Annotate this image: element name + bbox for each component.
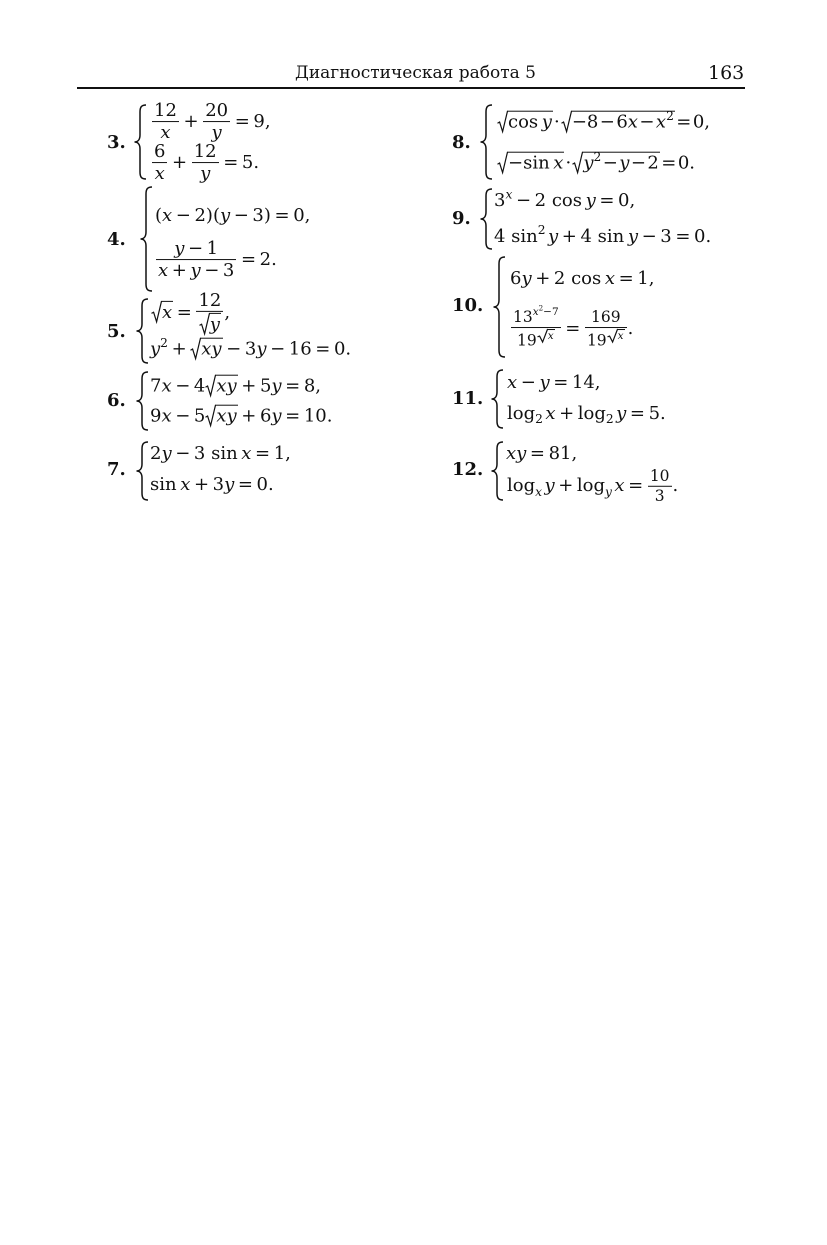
- operator: +: [183, 111, 199, 132]
- problem-number: 10.: [452, 295, 484, 317]
- variable: x: [532, 306, 539, 319]
- numerator: 169: [591, 308, 621, 327]
- left-brace: [492, 256, 506, 358]
- equation-line: [155, 205, 310, 227]
- fraction: [152, 101, 179, 143]
- number: 2: [647, 152, 659, 174]
- operator: =: [618, 268, 634, 290]
- problem-number: 11.: [452, 388, 484, 410]
- function-name: 4 sin: [494, 226, 538, 248]
- square-root: [497, 111, 553, 133]
- radicand: x: [547, 329, 554, 342]
- variable: y: [224, 474, 235, 496]
- radicand: x: [162, 301, 173, 323]
- operator: =: [240, 249, 257, 270]
- variable: y: [627, 226, 638, 248]
- number: 3: [212, 474, 225, 496]
- operator: =: [234, 111, 250, 132]
- operator: +: [559, 403, 575, 425]
- superscript: x: [505, 187, 513, 202]
- equation-line: [510, 268, 654, 290]
- variable: y: [150, 338, 161, 360]
- left-brace: [139, 186, 153, 292]
- operator: −: [233, 205, 249, 227]
- number: 0.: [694, 226, 712, 248]
- superscript: [607, 330, 625, 342]
- operator: +: [558, 475, 574, 496]
- variable: xy: [506, 443, 527, 465]
- denominator: [196, 311, 223, 335]
- numerator: 12: [193, 141, 217, 163]
- fraction: [203, 101, 230, 143]
- superscript: 2: [537, 223, 546, 238]
- numerator: 12: [154, 100, 177, 122]
- operator: +: [172, 152, 188, 173]
- problem-number: 8.: [452, 132, 471, 154]
- variable: x: [162, 205, 173, 227]
- equation-line: [150, 338, 351, 361]
- radicand: xy: [216, 405, 237, 427]
- function-name: log: [576, 475, 606, 496]
- number: 0,: [618, 190, 636, 212]
- variable: y: [541, 111, 552, 133]
- number: 2)(: [194, 205, 220, 227]
- radicand: [507, 152, 564, 174]
- number: 81,: [548, 443, 578, 465]
- radical-sign: [497, 111, 508, 133]
- radical-sign: [190, 338, 201, 360]
- square-root: [572, 152, 660, 174]
- square-root: [561, 111, 675, 133]
- variable: x: [158, 260, 169, 282]
- operator: −: [508, 152, 524, 174]
- square-root: [205, 375, 237, 397]
- left-brace: [135, 371, 149, 431]
- fraction: [648, 468, 672, 504]
- numerator: [511, 304, 561, 327]
- equation-line: [507, 468, 678, 504]
- number: 8,: [303, 375, 322, 397]
- variable: y: [619, 152, 630, 174]
- fraction: [585, 309, 627, 349]
- punctuation: ,: [224, 301, 231, 323]
- superscript: 2: [160, 336, 168, 351]
- operator: =: [675, 226, 691, 248]
- number: 4: [193, 375, 206, 397]
- variable: y: [174, 238, 185, 260]
- left-brace: [490, 369, 504, 429]
- variable: x: [180, 474, 191, 496]
- function-name: 2 cos: [553, 268, 602, 290]
- radicand: xy: [216, 375, 237, 397]
- number: 1,: [637, 268, 655, 290]
- square-root: [151, 301, 173, 323]
- operator: ·: [565, 152, 572, 174]
- superscript: [532, 304, 559, 319]
- function-name: 4 sin: [580, 226, 625, 248]
- number: 7: [150, 375, 162, 397]
- function-name: log: [507, 403, 536, 425]
- variable: x: [614, 475, 625, 496]
- number: 3: [222, 260, 235, 282]
- operator: −: [641, 226, 657, 248]
- fraction: [196, 291, 223, 335]
- equation-line: [155, 239, 277, 281]
- radical-sign: [497, 152, 508, 174]
- punctuation: .: [672, 475, 679, 496]
- number: 6: [616, 111, 628, 133]
- operator: +: [193, 474, 210, 496]
- subscript: 2: [605, 412, 614, 427]
- number: 2.: [259, 249, 277, 270]
- function-name: log: [577, 403, 606, 425]
- number: 9,: [253, 111, 271, 132]
- denominator: x: [152, 163, 167, 184]
- equation-line: [507, 403, 666, 425]
- variable: y: [256, 338, 267, 360]
- number: −8: [571, 111, 599, 133]
- radical-sign: [607, 329, 618, 343]
- variable: y: [271, 405, 282, 427]
- operator: =: [315, 338, 331, 360]
- operator: =: [628, 475, 644, 496]
- variable: x: [627, 111, 638, 133]
- left-brace: [479, 104, 493, 180]
- operator: =: [553, 372, 569, 394]
- radicand: [582, 152, 660, 174]
- denominator: x: [152, 122, 179, 143]
- operator: −: [515, 190, 532, 212]
- operator: =: [223, 152, 239, 173]
- operator: =: [274, 205, 290, 227]
- function-name: sin: [150, 474, 177, 496]
- left-brace: [490, 441, 504, 501]
- denominator: [156, 260, 236, 281]
- function-name: 3 sin: [193, 443, 238, 465]
- operator: =: [529, 443, 546, 465]
- operator: −: [520, 372, 536, 394]
- number: 9: [150, 405, 162, 427]
- equation-line: [151, 291, 230, 335]
- operator: +: [171, 260, 187, 282]
- operator: =: [285, 375, 301, 397]
- header-rule: [77, 87, 745, 89]
- radical-sign: [205, 405, 216, 427]
- square-root: [190, 338, 222, 360]
- operator: +: [241, 405, 257, 427]
- equation-line: [151, 101, 271, 143]
- superscript: 2: [593, 150, 602, 165]
- radical-sign: [572, 152, 583, 174]
- numerator: 6: [154, 141, 166, 163]
- number: 14,: [571, 372, 601, 394]
- radical-sign: [205, 375, 216, 397]
- operator: =: [176, 301, 192, 323]
- superscript: 2: [538, 304, 544, 314]
- operator: −: [639, 111, 655, 133]
- radicand: [571, 111, 675, 133]
- square-root: [607, 329, 625, 343]
- radical-sign: [561, 111, 572, 133]
- equation-line: [506, 443, 577, 465]
- variable: x: [545, 403, 556, 425]
- number: 6: [510, 268, 522, 290]
- radical-sign: [199, 313, 210, 335]
- variable: y: [548, 226, 559, 248]
- square-root: [497, 152, 564, 174]
- number: 10.: [303, 405, 333, 427]
- number: 5: [259, 375, 272, 397]
- fraction: [192, 142, 219, 184]
- variable: y: [544, 475, 555, 496]
- operator: −: [599, 111, 615, 133]
- denominator: y: [203, 122, 230, 143]
- problem-number: 4.: [107, 229, 126, 251]
- denominator: [511, 327, 561, 349]
- number: 1: [206, 238, 219, 260]
- variable: x: [604, 268, 615, 290]
- operator: −: [175, 443, 191, 465]
- variable: y: [539, 372, 550, 394]
- problem-number: 6.: [107, 390, 126, 412]
- operator: +: [241, 375, 257, 397]
- operator: +: [535, 268, 551, 290]
- operator: =: [255, 443, 271, 465]
- equation-line: [507, 372, 601, 394]
- problem-number: 12.: [452, 459, 484, 481]
- operator: =: [676, 111, 692, 133]
- equation-line: [497, 111, 710, 134]
- square-root: [205, 405, 237, 427]
- variable: x: [161, 405, 172, 427]
- number: 0.: [677, 152, 696, 174]
- number: 2: [150, 443, 162, 465]
- variable: x: [241, 443, 252, 465]
- left-brace: [135, 298, 149, 364]
- page-number: 163: [708, 62, 745, 84]
- variable: y: [521, 268, 532, 290]
- operator: =: [599, 190, 615, 212]
- number: 3: [244, 338, 257, 360]
- equation-line: [497, 152, 695, 175]
- subscript: y: [605, 484, 612, 499]
- operator: =: [285, 405, 301, 427]
- operator: −: [175, 405, 191, 427]
- operator: −: [270, 338, 286, 360]
- variable: y: [583, 152, 594, 174]
- operator: −: [204, 260, 220, 282]
- fraction: [152, 142, 167, 184]
- number: 5: [193, 405, 206, 427]
- radical-sign: [537, 329, 548, 343]
- equation-line: [150, 375, 321, 398]
- equation-line: [510, 304, 634, 350]
- denominator: 3: [648, 486, 672, 505]
- equation-line: [151, 142, 259, 184]
- number: 1,: [273, 443, 291, 465]
- number: 3): [252, 205, 271, 227]
- function-name: log: [507, 475, 536, 496]
- denominator: [585, 327, 627, 349]
- number: 0.: [256, 474, 274, 496]
- problem-number: 3.: [107, 132, 126, 154]
- number: −7: [543, 306, 559, 319]
- fraction: [156, 239, 236, 281]
- problem-number: 7.: [107, 459, 126, 481]
- superscript: [537, 330, 555, 342]
- operator: =: [565, 317, 581, 339]
- operator: −: [630, 152, 646, 174]
- operator: =: [661, 152, 677, 174]
- left-brace: [479, 188, 493, 250]
- square-root: [199, 313, 221, 335]
- number: 16: [288, 338, 312, 360]
- function-name: sin: [523, 152, 550, 174]
- numerator: 12: [198, 289, 222, 311]
- radicand: xy: [201, 338, 222, 360]
- operator: +: [561, 226, 577, 248]
- number: 19: [586, 331, 607, 350]
- number: 3: [660, 226, 672, 248]
- number: 13: [513, 308, 533, 327]
- number: 0,: [293, 205, 311, 227]
- variable: y: [190, 260, 201, 282]
- variable: x: [161, 375, 172, 397]
- numerator: 20: [205, 100, 229, 122]
- radicand: y: [209, 314, 220, 336]
- variable: x: [655, 111, 667, 133]
- variable: y: [161, 443, 172, 465]
- left-brace: [133, 104, 147, 180]
- denominator: y: [192, 163, 219, 184]
- operator: ·: [554, 111, 560, 133]
- number: 0.: [333, 338, 352, 360]
- number: 3: [494, 190, 506, 212]
- operator: =: [237, 474, 253, 496]
- number: 0,: [692, 111, 711, 133]
- operator: −: [602, 152, 618, 174]
- equation-line: [494, 223, 712, 248]
- equation-line: [150, 405, 333, 428]
- equation-line: [150, 443, 291, 465]
- function-name: cos: [508, 111, 539, 133]
- variable: y: [616, 403, 627, 425]
- operator: −: [175, 375, 191, 397]
- problem-number: 5.: [107, 321, 126, 343]
- variable: y: [585, 190, 596, 212]
- subscript: x: [535, 484, 543, 499]
- subscript: 2: [535, 412, 543, 427]
- punctuation: (: [155, 205, 163, 227]
- square-root: [537, 329, 555, 343]
- equation-line: [494, 187, 636, 212]
- left-brace: [135, 441, 149, 501]
- radicand: [507, 111, 553, 133]
- numerator: [172, 239, 220, 259]
- radicand: x: [617, 329, 624, 342]
- operator: −: [187, 238, 204, 260]
- operator: −: [226, 338, 242, 360]
- function-name: 2 cos: [534, 190, 582, 212]
- number: 5.: [241, 152, 260, 173]
- problem-number: 9.: [452, 208, 471, 230]
- operator: −: [175, 205, 191, 227]
- number: 19: [517, 331, 537, 350]
- fraction: [511, 304, 561, 350]
- variable: x: [553, 152, 564, 174]
- punctuation: .: [627, 317, 634, 339]
- variable: y: [219, 205, 231, 227]
- variable: y: [271, 375, 282, 397]
- variable: x: [507, 372, 518, 394]
- radical-sign: [151, 301, 162, 323]
- running-header-title: Диагностическая работа 5: [295, 63, 536, 83]
- numerator: 10: [649, 466, 670, 485]
- operator: +: [171, 338, 187, 360]
- number: 6: [259, 405, 272, 427]
- operator: =: [629, 403, 646, 425]
- equation-line: [150, 474, 274, 496]
- superscript: 2: [666, 109, 674, 124]
- number: 5.: [648, 403, 666, 425]
